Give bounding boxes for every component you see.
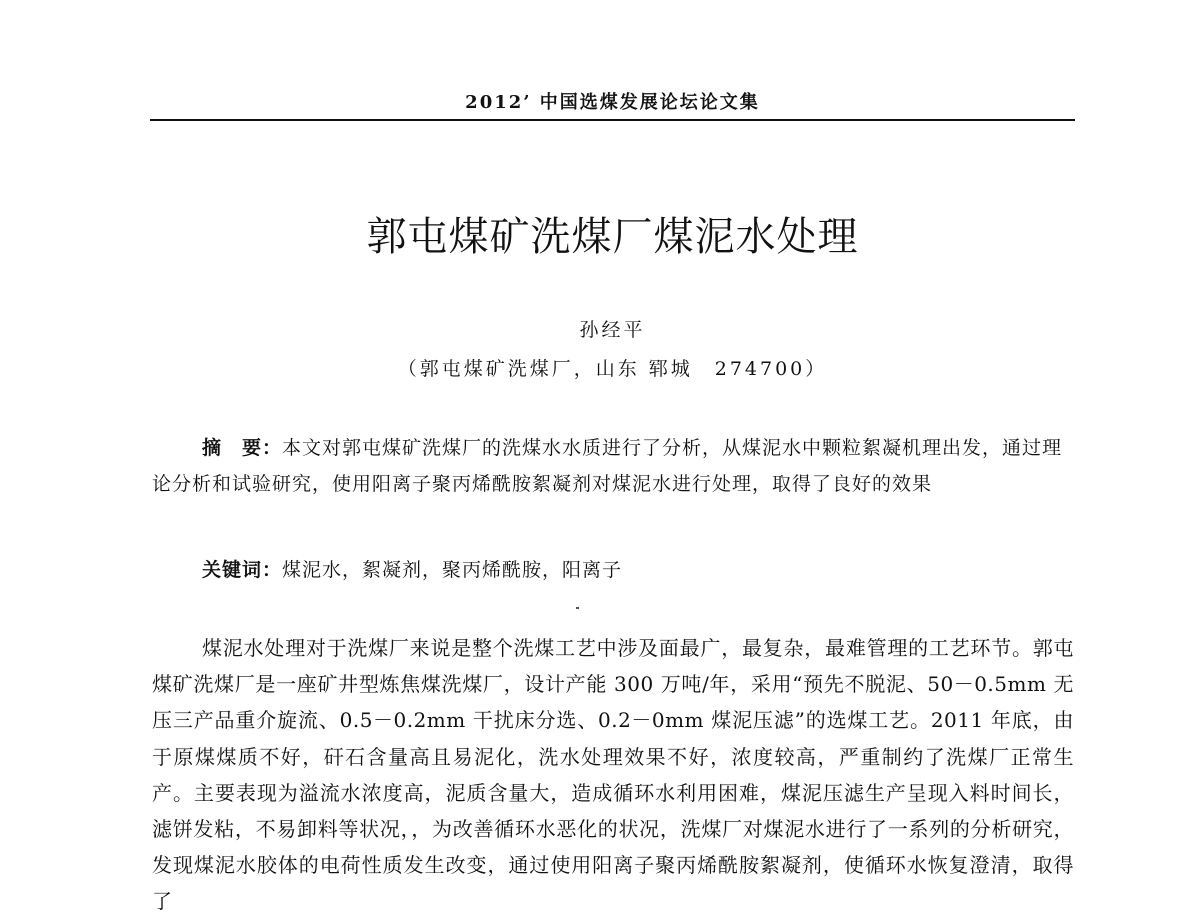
author-name: 孙经平	[579, 319, 646, 341]
keywords-label: 关键词：	[202, 559, 283, 581]
scan-speck	[576, 607, 579, 609]
keywords-text: 煤泥水，絮凝剂，聚丙烯酰胺，阳离子	[282, 559, 623, 581]
article-title: 郭屯煤矿洗煤厂煤泥水处理	[366, 214, 859, 260]
abstract-text: 本文对郭屯煤矿洗煤厂的洗煤水水质进行了分析，从煤泥水中颗粒絮凝机理出发，通过理论分析和试验研究，使用阳离子聚丙烯酰胺絮凝剂对煤泥水进行处理，取得了良好的效果	[152, 437, 1063, 495]
running-header: 2012’ 中国选煤发展论坛论文集	[465, 92, 760, 113]
abstract-label: 摘 要：	[202, 437, 283, 459]
header-rule	[150, 119, 1075, 121]
abstract	[152, 430, 1074, 502]
keywords	[202, 552, 1074, 588]
author-affiliation: （郭屯煤矿洗煤厂，山东 郓城 274700）	[397, 358, 828, 380]
body-paragraph: 煤泥水处理对于洗煤厂来说是整个洗煤工艺中涉及面最广，最复杂，最难管理的工艺环节。郭屯煤矿洗煤厂是一座矿井型炼焦煤洗煤厂，设计产能 300 万吨/年，采用“预先不脱泥、50－0.5mm 无压三产品重介旋流、0.5－0.2mm 干扰床分选、0.2－0mm 煤泥压滤”的选煤工艺。2011 年底，由于原煤煤质不好，矸石含量高且易泥化，洗水处理效果不好，浓度较高，严重制约了洗煤厂正常生产。主要表现为溢流水浓度高，泥质含量大，造成循环水利用困难，煤泥压滤生产呈现入料时间长，滤饼发粘，不易卸料等状况，，为改善循环水恶化的状况，洗煤厂对煤泥水进行了一系列的分析研究，发现煤泥水胶体的电荷性质发生改变，通过使用阳离子聚丙烯酰胺絮凝剂，使循环水恢复澄清，取得了	[152, 636, 1074, 914]
